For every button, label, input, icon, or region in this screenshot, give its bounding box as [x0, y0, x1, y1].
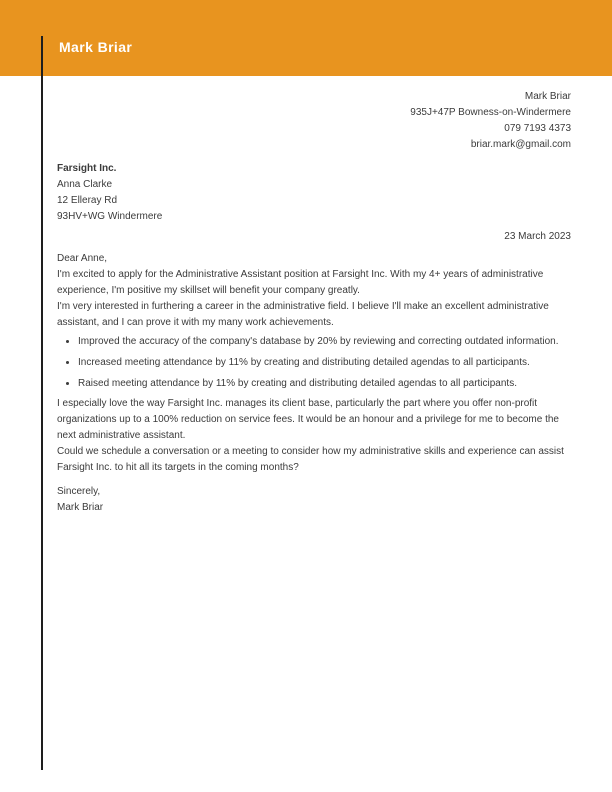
letter-content: [57, 76, 571, 516]
sender-contact-block: [57, 89, 571, 153]
achievements-list: [57, 333, 571, 392]
achievement-item: • Improved the accuracy of the company's database by 20% by reviewing and correcting outdated information.: [78, 333, 571, 350]
closing-block: [57, 484, 571, 516]
vertical-accent-rule: [41, 36, 43, 770]
letter-date: 23 March 2023: [504, 231, 571, 242]
achievement-item: • Raised meeting attendance by 11% by creating and distributing detailed agendas to all participants.: [78, 375, 571, 392]
recipient-street: 12 Elleray Rd: [57, 195, 118, 206]
recipient-city: 93HV+WG Windermere: [57, 211, 163, 222]
sender-address: 935J+47P Bowness-on-Windermere: [410, 107, 571, 118]
sender-email: briar.mark@gmail.com: [470, 139, 571, 150]
paragraph-schedule: Could we schedule a conversation or a meeting to consider how my administrative skills and experience can assist Farsight Inc. to hit all its targets in the coming months?: [57, 446, 564, 473]
paragraph-interest: I'm very interested in furthering a career in the administrative field. I believe I'll make an excellent administrative assistant, and I can prove it with my many work achievements.: [57, 301, 549, 328]
sender-phone: 079 7193 4373: [504, 123, 571, 134]
header-bar: [0, 0, 612, 76]
page-title: Mark Briar: [59, 39, 133, 55]
recipient-contact: Anna Clarke: [57, 179, 113, 190]
paragraph-intro: I'm excited to apply for the Administrative Assistant position at Farsight Inc. With my 4+ years of administrative experience, I'm positive my skillset will benefit your company greatly.: [57, 269, 544, 296]
signature-name: Mark Briar: [57, 502, 104, 513]
salutation: Dear Anne,: [57, 253, 108, 264]
recipient-block: [57, 161, 571, 225]
achievement-item: • Increased meeting attendance by 11% by creating and distributing detailed agendas to all participants.: [78, 354, 571, 371]
paragraph-company-praise: I especially love the way Farsight Inc. manages its client base, particularly the part where you offer non-profit organizations up to a 100% reduction on service fees. It would be an honour and a privilege for me to become the next administrative assistant.: [57, 398, 559, 441]
valediction: Sincerely,: [57, 486, 101, 497]
recipient-company: Farsight Inc.: [57, 163, 117, 174]
sender-name: Mark Briar: [524, 91, 571, 102]
